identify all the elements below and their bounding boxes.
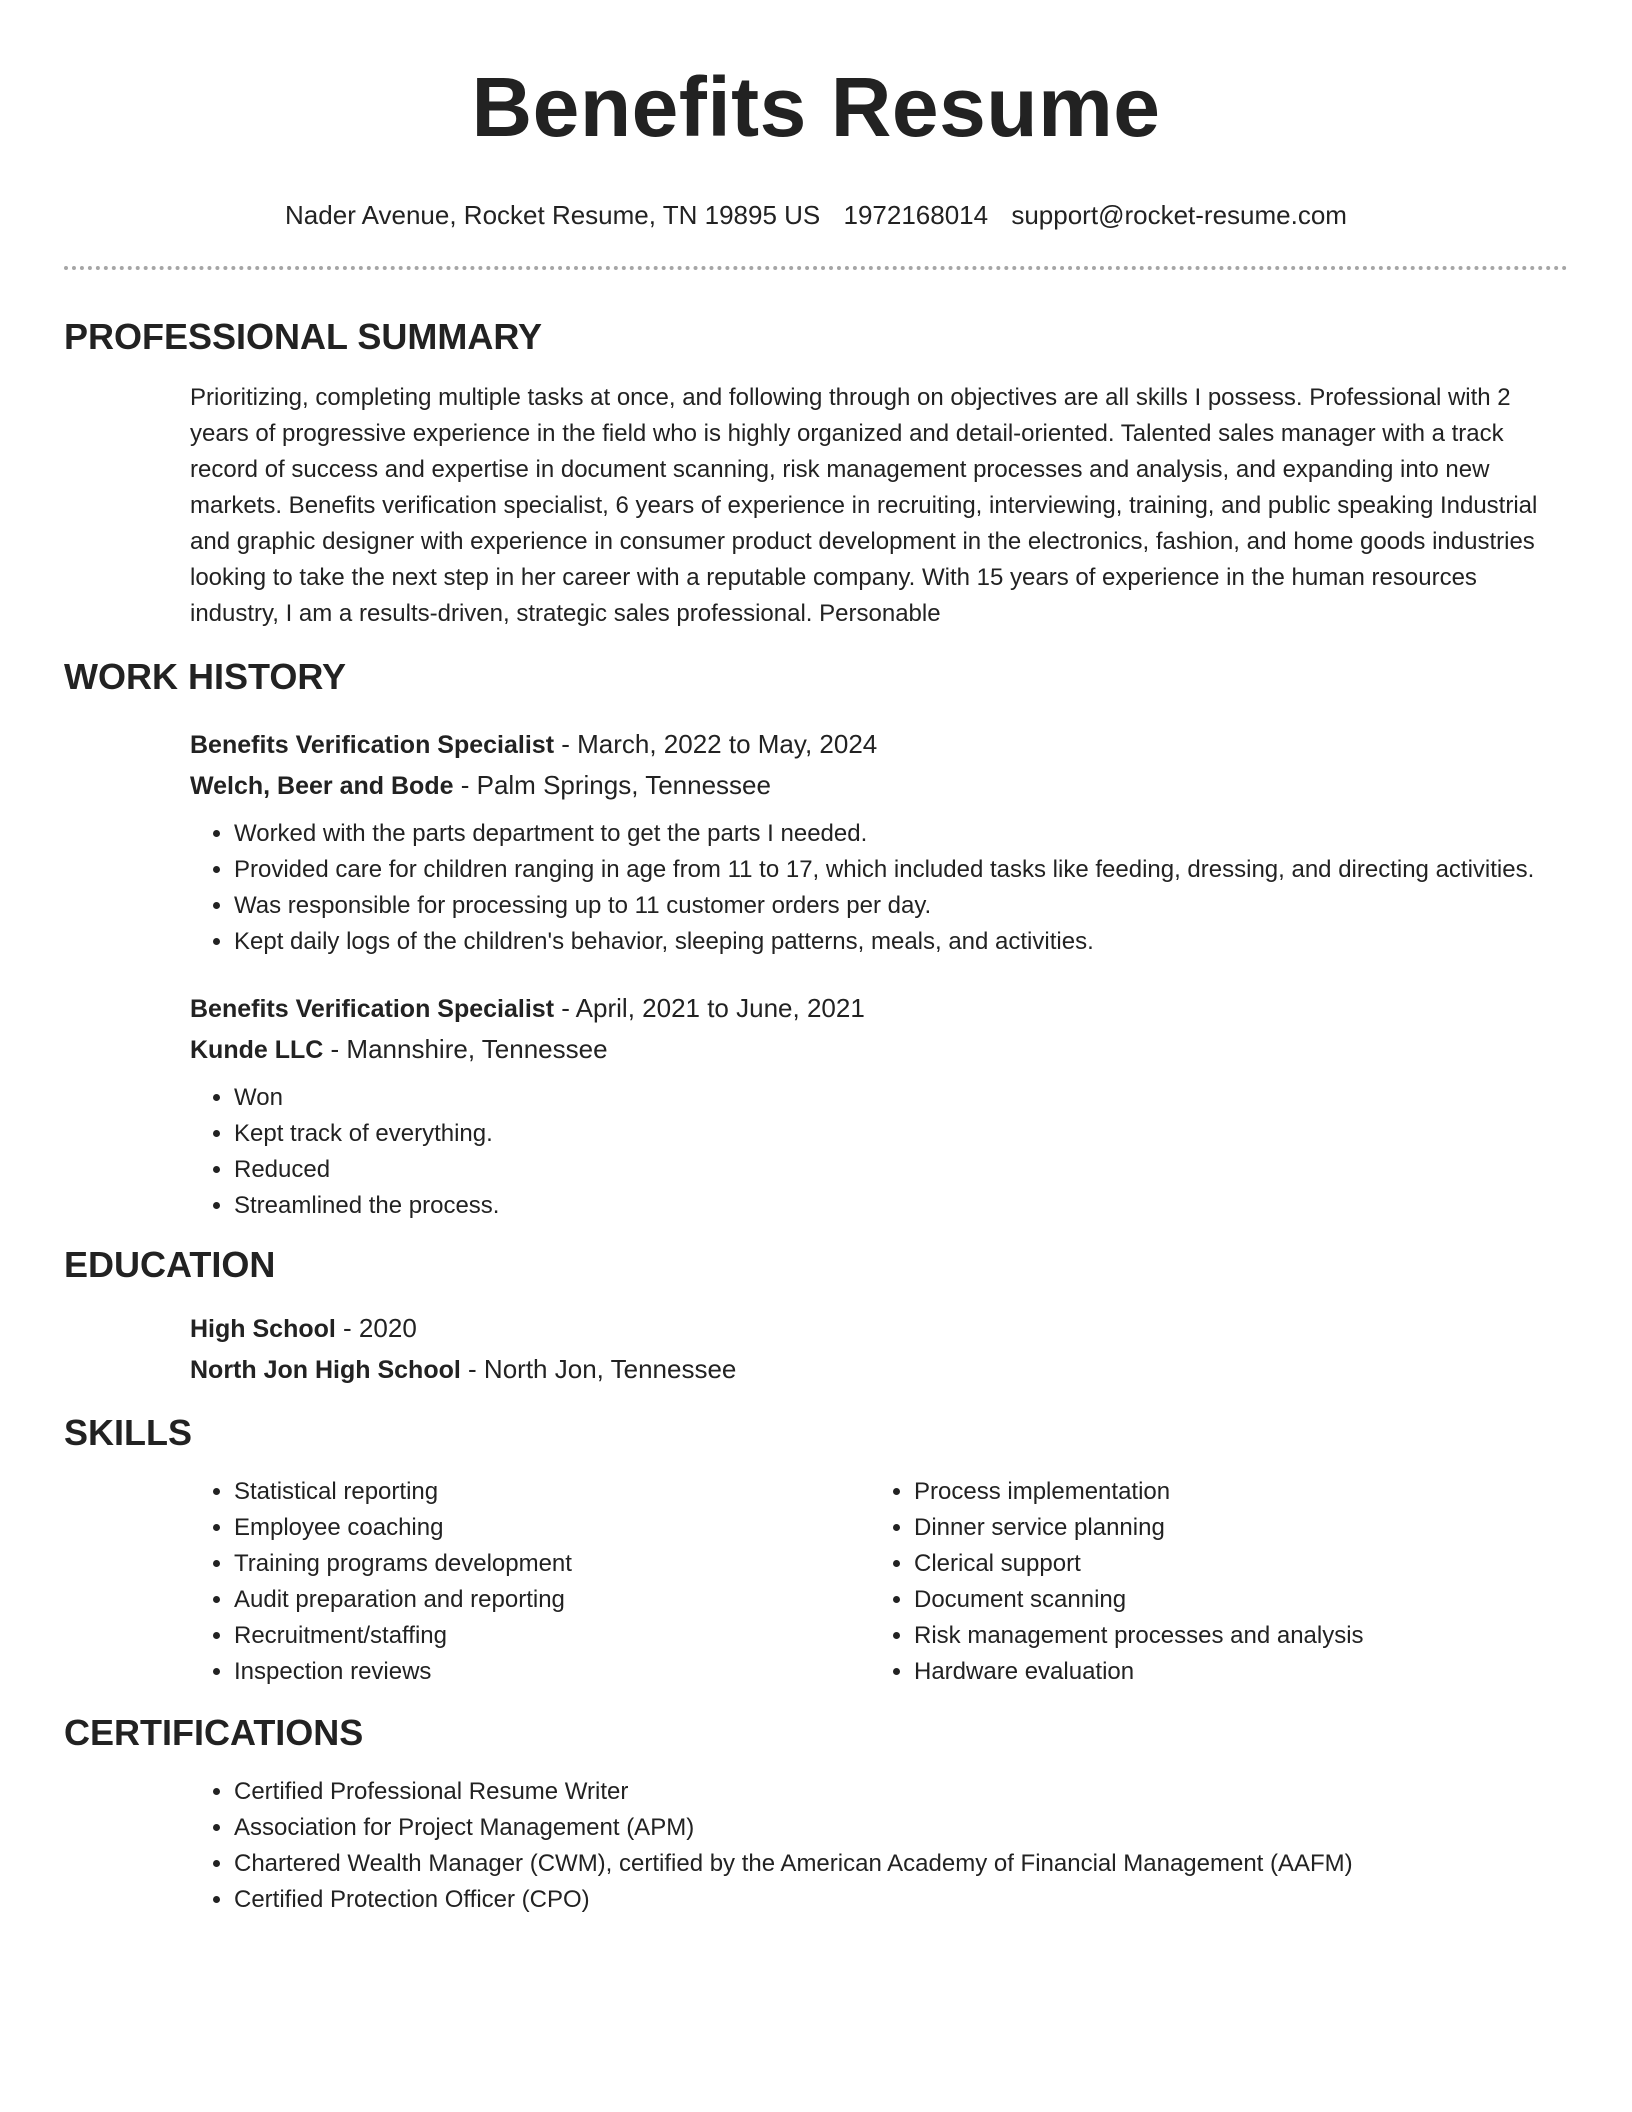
list-item: • Reduced: [234, 1152, 1568, 1188]
list-item: • Certified Protection Officer (CPO): [234, 1882, 1568, 1918]
skills-grid: [190, 1474, 1568, 1690]
job-dates: - March, 2022 to May, 2024: [554, 729, 878, 759]
job-company-line: [190, 1029, 1568, 1070]
job-title: Benefits Verification Specialist: [190, 731, 555, 759]
contact-email: support@rocket-resume.com: [1011, 200, 1347, 230]
list-item: • Kept track of everything.: [234, 1116, 1568, 1152]
education-degree-line: [190, 1308, 1568, 1349]
skills-column-left: [190, 1474, 870, 1690]
list-item: • Risk management processes and analysis: [914, 1618, 1550, 1654]
education-year: - 2020: [335, 1313, 417, 1343]
list-item: • Process implementation: [914, 1474, 1550, 1510]
certifications-list: [190, 1774, 1568, 1918]
education-school: North Jon High School: [190, 1356, 461, 1384]
list-item: • Statistical reporting: [234, 1474, 870, 1510]
job-location: - Mannshire, Tennessee: [323, 1034, 608, 1064]
list-item: • Recruitment/staffing: [234, 1618, 870, 1654]
list-item: • Kept daily logs of the children's behavior, sleeping patterns, meals, and activities.: [234, 924, 1568, 960]
list-item: • Document scanning: [914, 1582, 1550, 1618]
education-entry: [190, 1308, 1568, 1390]
list-item: • Employee coaching: [234, 1510, 870, 1546]
list-item: • Certified Professional Resume Writer: [234, 1774, 1568, 1810]
list-item: • Was responsible for processing up to 11 customer orders per day.: [234, 888, 1568, 924]
list-item: • Association for Project Management (APM): [234, 1810, 1568, 1846]
education-location: - North Jon, Tennessee: [460, 1354, 737, 1384]
list-item: • Streamlined the process.: [234, 1188, 1568, 1224]
job-company: Welch, Beer and Bode: [190, 772, 454, 800]
skills-column-right: [870, 1474, 1550, 1690]
certifications-heading: CERTIFICATIONS: [64, 1712, 364, 1753]
job-bullets: [190, 1080, 1568, 1224]
list-item: • Audit preparation and reporting: [234, 1582, 870, 1618]
education-degree: High School: [190, 1315, 336, 1343]
list-item: • Hardware evaluation: [914, 1654, 1550, 1690]
list-item: • Worked with the parts department to get the parts I needed.: [234, 816, 1568, 852]
summary-heading: PROFESSIONAL SUMMARY: [64, 316, 543, 357]
job-location: - Palm Springs, Tennessee: [453, 770, 771, 800]
skills-list: [190, 1474, 870, 1690]
skills-list: [870, 1474, 1550, 1690]
job-entry: [190, 988, 1568, 1224]
list-item: • Training programs development: [234, 1546, 870, 1582]
list-item: • Provided care for children ranging in age from 11 to 17, which included tasks like feeding, dressing, and directing activities.: [234, 852, 1568, 888]
contact-phone: 1972168014: [843, 200, 989, 230]
job-title-line: [190, 724, 1568, 765]
list-item: • Clerical support: [914, 1546, 1550, 1582]
job-company: Kunde LLC: [190, 1036, 324, 1064]
skills-heading: SKILLS: [64, 1412, 193, 1453]
education-heading: EDUCATION: [64, 1244, 276, 1285]
work-history-heading: WORK HISTORY: [64, 656, 347, 697]
job-bullets: [190, 816, 1568, 960]
list-item: • Inspection reviews: [234, 1654, 870, 1690]
education-school-line: [190, 1349, 1568, 1390]
list-item: • Chartered Wealth Manager (CWM), certified by the American Academy of Financial Management (AAFM): [234, 1846, 1568, 1882]
summary-text: Prioritizing, completing multiple tasks at once, and following through on objectives are all skills I possess. Professional with 2 years of progressive experience in the field who is highly organized and detail-oriented. Talented sales manager with a track record of success and expertise in document scanning, risk management processes and analysis, and expanding into new markets. Benefits verification specialist, 6 years of experience in recruiting, interviewing, training, and public speaking Industrial and graphic designer with experience in consumer product development in the electronics, fashion, and home goods industries looking to take the next step in her career with a reputable company. With 15 years of experience in the human resources industry, I am a results-driven, strategic sales professional. Personable: [190, 384, 1538, 627]
contact-line: [64, 198, 1568, 232]
certifications-entry: [190, 1774, 1568, 1918]
job-entry: [190, 724, 1568, 960]
header-divider: [64, 266, 1568, 270]
list-item: • Won: [234, 1080, 1568, 1116]
list-item: • Dinner service planning: [914, 1510, 1550, 1546]
job-title: Benefits Verification Specialist: [190, 995, 555, 1023]
job-company-line: [190, 765, 1568, 806]
job-title-line: [190, 988, 1568, 1029]
job-dates: - April, 2021 to June, 2021: [554, 993, 865, 1023]
contact-address: Nader Avenue, Rocket Resume, TN 19895 US: [285, 200, 821, 230]
resume-title: Benefits Resume: [471, 60, 1161, 154]
